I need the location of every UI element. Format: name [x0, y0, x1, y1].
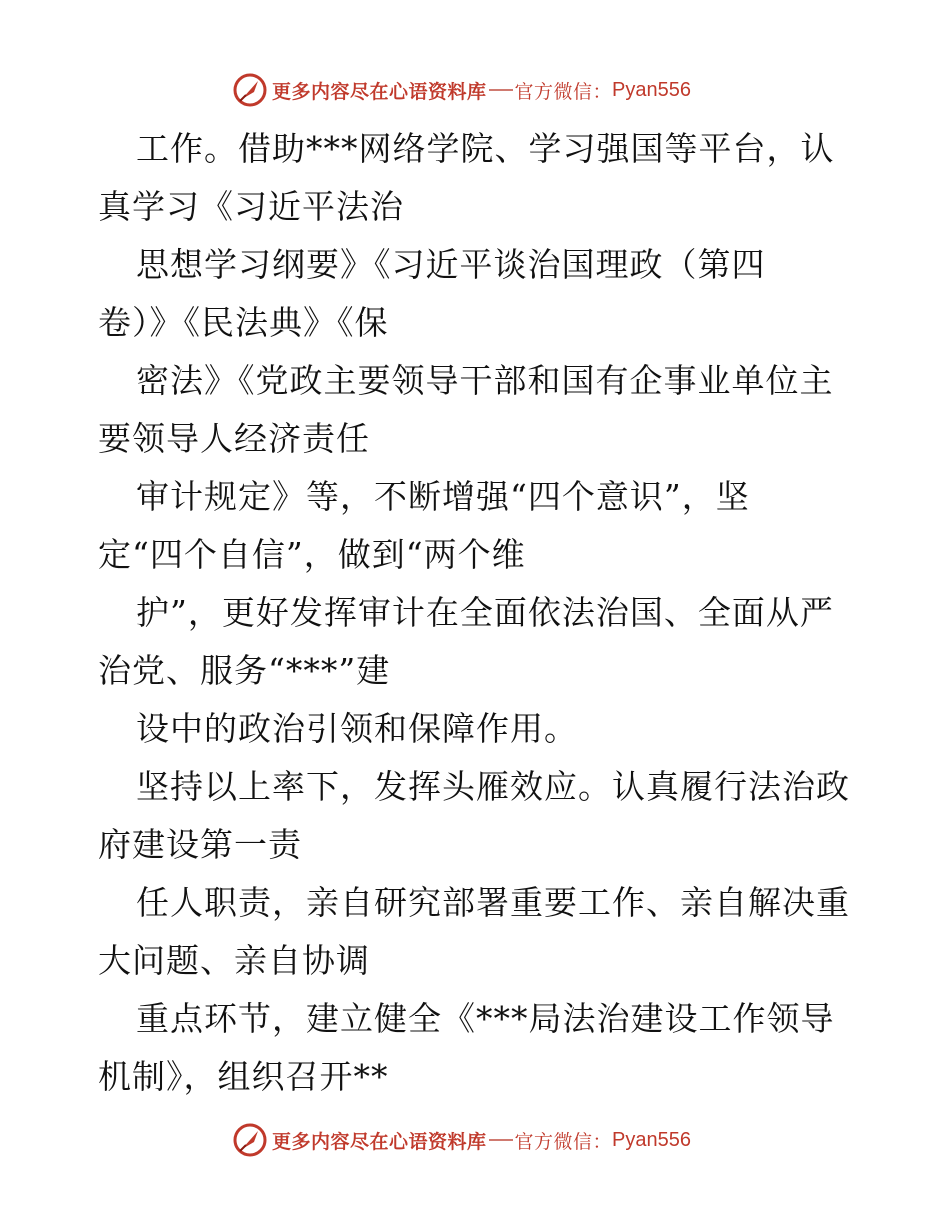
- body-line-6: 要领导人经济责任: [98, 419, 370, 458]
- body-line-8: 定“四个自信”，做到“两个维: [98, 535, 526, 574]
- header-banner-sub: 官方微信：: [514, 80, 613, 103]
- body-line-2: 真学习《习近平法治: [98, 187, 404, 226]
- body-line-10: 治党、服务“***”建: [98, 651, 391, 690]
- body-line-17: 机制》，组织召开**: [98, 1057, 389, 1096]
- body-line-7: 审计规定》等，不断增强“四个意识”，坚: [136, 477, 750, 516]
- document-body: [98, 120, 878, 1106]
- header-banner-main: 更多内容尽在心语资料库: [272, 80, 487, 103]
- body-line-16: 重点环节，建立健全《***局法治建设工作领导: [136, 999, 835, 1038]
- body-line-14: 任人职责，亲自研究部署重要工作、亲自解决重: [136, 883, 850, 922]
- body-line-4: 卷）》《民法典》《保: [98, 303, 389, 342]
- feather-logo-icon: [232, 1122, 268, 1158]
- footer-banner-divider: [489, 1139, 513, 1141]
- footer-banner-id: Pyan556: [612, 1128, 691, 1151]
- header-banner-id: Pyan556: [612, 78, 691, 101]
- header-banner: [232, 70, 691, 110]
- body-line-1: 工作。借助***网络学院、学习强国等平台，认: [136, 129, 835, 168]
- body-line-15: 大问题、亲自协调: [98, 941, 370, 980]
- feather-logo-icon: [232, 72, 268, 108]
- footer-banner-main: 更多内容尽在心语资料库: [272, 1130, 487, 1153]
- header-banner-divider: [489, 89, 513, 91]
- body-line-13: 府建设第一责: [98, 825, 302, 864]
- body-line-3: 思想学习纲要》《习近平谈治国理政（第四: [136, 245, 766, 284]
- body-line-11: 设中的政治引领和保障作用。: [136, 709, 578, 748]
- footer-banner-sub: 官方微信：: [514, 1130, 613, 1153]
- body-line-5: 密法》《党政主要领导干部和国有企事业单位主: [136, 361, 834, 400]
- body-line-12: 坚持以上率下，发挥头雁效应。认真履行法治政: [136, 767, 850, 806]
- footer-banner: [232, 1120, 691, 1160]
- body-line-9: 护”，更好发挥审计在全面依法治国、全面从严: [136, 593, 834, 632]
